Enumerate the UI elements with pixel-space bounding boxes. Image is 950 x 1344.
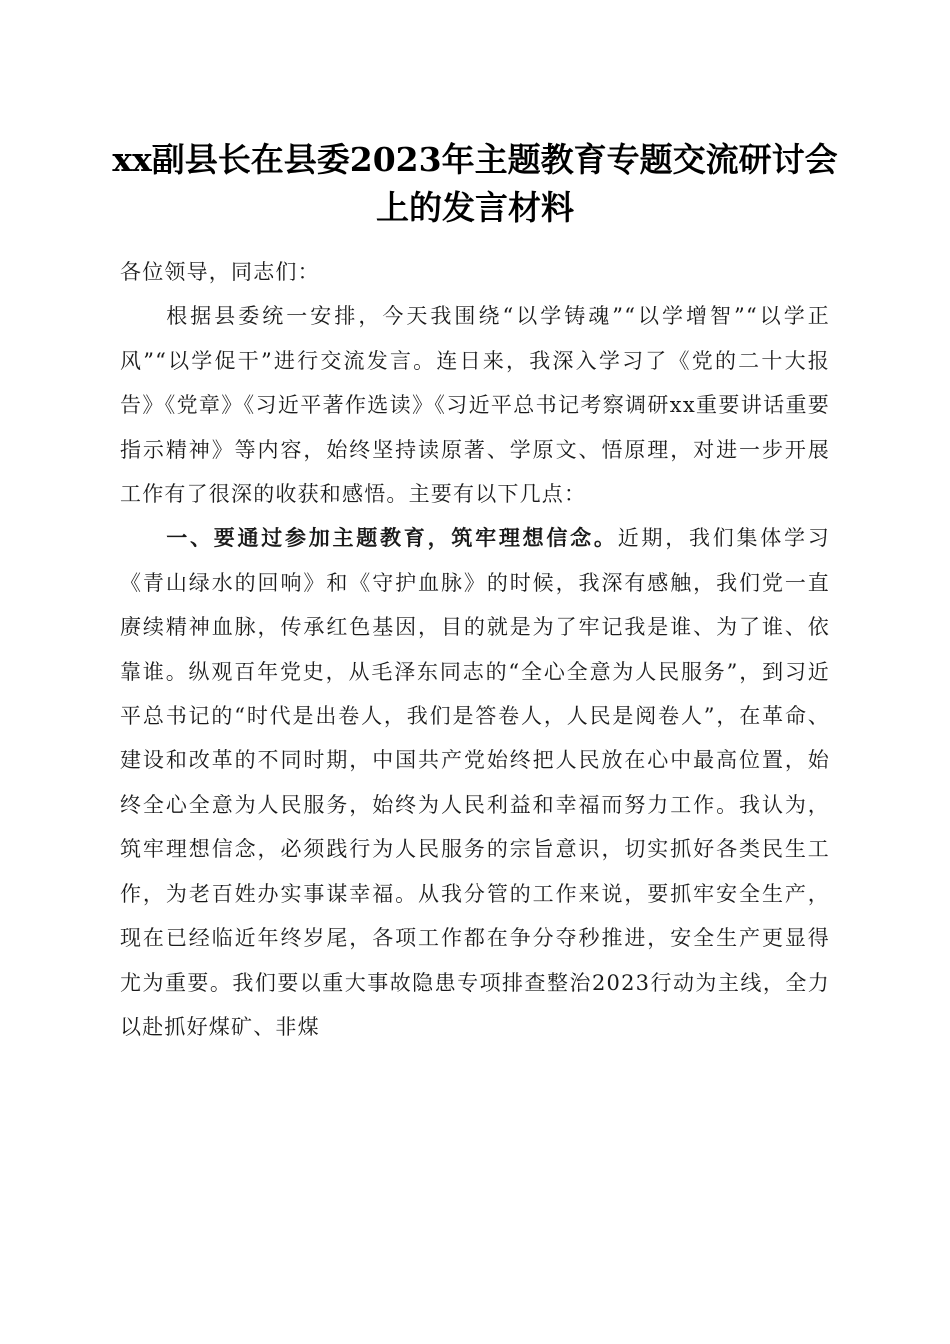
section-one-heading: 一、要通过参加主题教育，筑牢理想信念。 bbox=[166, 526, 618, 551]
section-one-text: 近期，我们集体学习《青山绿水的回响》和《守护血脉》的时候，我深有感触，我们党一直赓续精神血脉，传承红色基因，目的就是为了牢记我是谁、为了谁、依靠谁。纵观百年党史，从毛泽东同志的“全心全意为人民服务”，到习近平总书记的“时代是出卷人，我们是答卷人，人民是阅卷人”，在革命、建设和改革的不同时期，中国共产党始终把人民放在心中最高位置，始终全心全意为人民服务，始终为人民利益和幸福而努力工作。我认为，筑牢理想信念，必须践行为人民服务的宗旨意识，切实抓好各类民生工作，为老百姓办实事谋幸福。从我分管的工作来说，要抓牢安全生产，现在已经临近年终岁尾，各项工作都在争分夺秒推进，安全生产更显得尤为重要。我们要以重大事故隐患专项排查整治2023行动为主线，全力以赴抓好煤矿、非煤 bbox=[120, 526, 830, 1039]
document-title: xx副县长在县委2023年主题教育专题交流研讨会上的发言材料 bbox=[112, 140, 838, 227]
paragraph-intro bbox=[120, 294, 830, 516]
paragraph-intro-text: 根据县委统一安排，今天我围绕“以学铸魂”“以学增智”“以学正风”“以学促干”进行交流发言。连日来，我深入学习了《党的二十大报告》《党章》《习近平著作选读》《习近平总书记考察调研xx重要讲话重要指示精神》等内容，始终坚持读原著、学原文、悟原理，对进一步开展工作有了很深的收获和感悟。主要有以下几点： bbox=[120, 304, 830, 507]
salutation: 各位领导，同志们： bbox=[120, 260, 320, 284]
document-body bbox=[120, 250, 830, 1049]
paragraph-section-one bbox=[120, 516, 830, 1049]
